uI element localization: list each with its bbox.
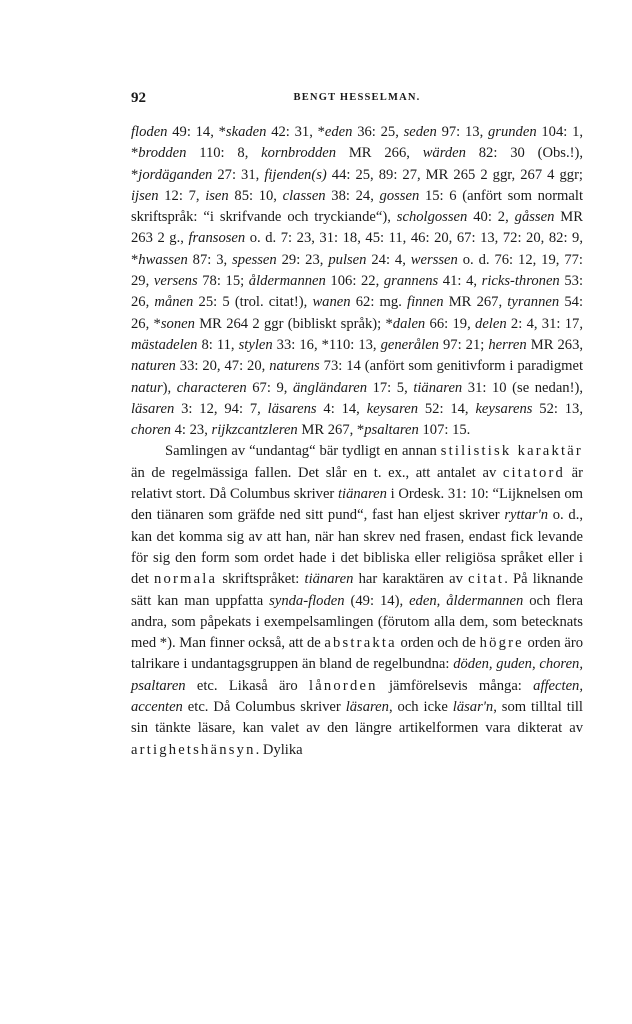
page-number: 92 — [131, 90, 146, 106]
text-run: (49: 14), — [344, 592, 410, 609]
text-run: 104: 1, * — [131, 124, 584, 162]
text-run: ), — [162, 379, 177, 396]
text-run: Samlingen av “undantag“ bär tydligt en annan — [165, 443, 441, 460]
italic-term: ryttar'n — [504, 507, 548, 524]
italic-term: naturen — [131, 358, 176, 375]
text-run: MR 267, * — [297, 422, 365, 439]
italic-term: stylen — [238, 336, 273, 353]
text-run: 67: 9, — [246, 379, 293, 396]
text-run: . Dylika — [255, 741, 303, 758]
spaced-emphasis: normala — [153, 571, 218, 588]
italic-term: kornbrodden — [261, 145, 337, 162]
italic-term: läsaren — [345, 699, 389, 716]
text-run: MR 263, — [526, 336, 584, 353]
italic-term: naturens — [269, 358, 320, 375]
italic-term: seden — [403, 124, 437, 140]
italic-term: scholgossen — [396, 209, 468, 226]
paragraph-word-list — [131, 122, 583, 441]
paragraph-discussion — [131, 441, 583, 760]
text-run: 106: 22, — [325, 273, 384, 290]
italic-term: ricks-thronen — [481, 273, 560, 290]
italic-term: finnen — [407, 294, 444, 311]
italic-term: fijenden(s) — [264, 166, 327, 183]
italic-term: gåssen — [514, 209, 555, 226]
italic-term: herren — [488, 336, 527, 353]
text-run: 52: 14, — [418, 400, 476, 417]
italic-term: ängländaren — [292, 379, 368, 396]
body-text — [131, 122, 583, 761]
spaced-emphasis: artighetshänsyn — [131, 741, 256, 758]
text-run: 62: mg. — [350, 294, 408, 311]
text-run: 2: 4, 31: 17, — [506, 315, 583, 332]
text-run: i Ordesk. 31: 10: “Lijknelsen om den tiänaren som gräfde ned sitt pund“, fast han eljest skriver — [131, 486, 583, 524]
italic-term: hwassen — [138, 251, 188, 268]
text-run: 29: 23, — [276, 251, 329, 268]
text-run: etc. Då Columbus skriver — [182, 699, 346, 716]
text-run: 44: 25, 89: 27, MR 265 2 ggr, 267 4 ggr; — [326, 166, 583, 183]
italic-term: ijsen — [131, 187, 159, 204]
text-run: 27: 31, — [212, 166, 265, 183]
italic-term: eden, åldermannen — [409, 592, 524, 609]
text-run: 33: 16, *110: 13, — [272, 336, 381, 353]
text-run: 36: 25, — [352, 124, 404, 140]
spaced-emphasis: citatord — [502, 464, 566, 481]
italic-term: tiänaren — [337, 486, 387, 503]
text-run: etc. Likaså äro — [185, 677, 309, 694]
text-run: 52: 13, — [532, 400, 584, 417]
spaced-emphasis: stilistisk karaktär — [440, 443, 583, 460]
text-run: 17: 5, — [367, 379, 414, 396]
text-run: , som tilltal till sin tänkte läsare, kan valet av den längre artikelformen vara dikterat av — [131, 699, 583, 737]
text-run: 40: 2, — [467, 209, 515, 226]
italic-term: characteren — [176, 379, 247, 396]
text-run: . På liknande sätt kan man uppfatta — [131, 571, 583, 609]
page-header — [131, 90, 583, 110]
text-run: MR 267, — [443, 294, 508, 311]
italic-term: wärden — [422, 145, 466, 162]
italic-term: läsar'n — [452, 699, 494, 716]
italic-term: jordäganden — [138, 166, 213, 183]
text-run: 49: 14, * — [167, 124, 226, 140]
text-run: än de regelmässiga fallen. Det slår en t. ex., att antalet av — [131, 464, 503, 481]
italic-term: brodden — [138, 145, 187, 162]
italic-term: tiänaren — [304, 571, 354, 588]
text-run: 8: 11, — [197, 336, 239, 353]
text-run: 73: 14 (anfört som genitivform i paradigmet — [319, 358, 583, 375]
italic-term: mästadelen — [131, 336, 198, 353]
text-run: har karaktären av — [353, 571, 469, 588]
text-run: och flera andra, som påpekats i exempelsamlingen (förutom alla dem, som betecknats med *). Man finner också, att de — [131, 592, 584, 652]
text-run: 3: 12, 94: 7, — [174, 400, 268, 417]
italic-term: choren — [131, 422, 171, 439]
italic-term: keysarens — [475, 400, 533, 417]
italic-term: fransosen — [188, 230, 246, 247]
italic-term: dalen — [392, 315, 426, 332]
text-run: 25: 5 (trol. citat!), — [193, 294, 313, 311]
text-run: 54: 26, * — [131, 294, 584, 332]
italic-term: isen — [205, 187, 229, 204]
italic-term: tyrannen — [507, 294, 560, 311]
italic-term: keysaren — [366, 400, 419, 417]
text-run: 82: 30 (Obs.!), * — [131, 145, 583, 183]
text-run: 4: 23, — [170, 422, 212, 439]
italic-term: tiänaren — [413, 379, 463, 396]
text-run: 31: 10 (se nedan!), — [462, 379, 583, 396]
text-run: 78: 15; — [197, 273, 249, 290]
italic-term: pulsen — [328, 251, 367, 268]
text-run: MR 264 2 ggr (bibliskt språk); * — [194, 315, 393, 332]
text-run: 12: 7, — [158, 187, 206, 204]
italic-term: eden — [324, 124, 353, 140]
text-run: 85: 10, — [228, 187, 283, 204]
spaced-emphasis: citat — [468, 571, 505, 588]
italic-term: generålen — [380, 336, 439, 353]
italic-term: affecten, accenten — [131, 677, 583, 716]
italic-term: werssen — [410, 251, 458, 268]
text-run: 87: 3, — [187, 251, 233, 268]
italic-term: skaden — [225, 124, 267, 140]
text-run: 97: 13, — [436, 124, 488, 140]
italic-term: rijkzcantzleren — [211, 422, 298, 439]
italic-term: psaltaren — [364, 422, 419, 439]
text-run: 107: 15. — [418, 422, 471, 439]
text-run: 53: 26, — [131, 273, 583, 311]
spaced-emphasis: högre — [479, 635, 524, 652]
text-run: , och icke — [388, 699, 453, 716]
text-run: 66: 19, — [425, 315, 476, 332]
text-run: o. d. 76: 12, 19, 77: 29, — [131, 251, 583, 290]
italic-term: döden, guden, choren, psaltaren — [131, 656, 583, 694]
text-run: 4: 14, — [316, 400, 367, 417]
text-run: är relativt stort. Då Columbus skriver — [131, 464, 583, 503]
italic-term: gossen — [379, 187, 420, 204]
text-run: MR 266, — [336, 145, 423, 162]
italic-term: grunden — [487, 124, 537, 140]
text-run: o. d. 7: 23, 31: 18, 45: 11, 46: 20, 67: 13, 72: 20, 82: 9, * — [131, 230, 583, 268]
running-title: BENGT HESSELMAN. — [293, 92, 421, 103]
italic-term: versens — [153, 273, 198, 290]
italic-term: floden — [131, 124, 168, 140]
text-run: 41: 4, — [438, 273, 482, 290]
italic-term: classen — [282, 187, 326, 204]
italic-term: grannens — [383, 273, 439, 290]
text-run: orden och de — [396, 635, 480, 652]
italic-term: natur — [131, 379, 163, 396]
text-run: 24: 4, — [366, 251, 411, 268]
italic-term: delen — [475, 315, 507, 332]
text-run: jämförelsevis många: — [377, 677, 534, 694]
text-run: MR 263 2 g., — [131, 209, 583, 247]
italic-term: månen — [154, 294, 194, 311]
text-run: o. d., kan det komma sig av att han, när han skrev ned frasen, endast fick levande för sig den form som ordet hade i det bibliska eller religiösa språket eller i det — [131, 507, 583, 588]
italic-term: synda-floden — [269, 592, 345, 609]
italic-term: läsaren — [131, 400, 175, 417]
text-run: 110: 8, — [186, 145, 262, 162]
italic-term: wanen — [312, 294, 351, 311]
italic-term: spessen — [232, 251, 277, 268]
spaced-emphasis: lånorden — [309, 677, 378, 694]
text-run: orden äro talrikare i undantagsgruppen än bland de regelbundna: — [131, 635, 583, 673]
italic-term: läsarens — [267, 400, 317, 417]
text-run: 97: 21; — [438, 336, 489, 353]
text-run: 42: 31, * — [266, 124, 325, 140]
italic-term: åldermannen — [248, 273, 326, 290]
italic-term: sonen — [160, 315, 195, 332]
text-run: 15: 6 (anfört som normalt skriftspråk: “i skrifvande och tryckiande“), — [131, 187, 584, 226]
text-run: skriftspråket: — [217, 571, 305, 588]
text-run: 33: 20, 47: 20, — [175, 358, 270, 375]
spaced-emphasis: abstrakta — [324, 635, 397, 652]
text-run: 38: 24, — [325, 187, 380, 204]
